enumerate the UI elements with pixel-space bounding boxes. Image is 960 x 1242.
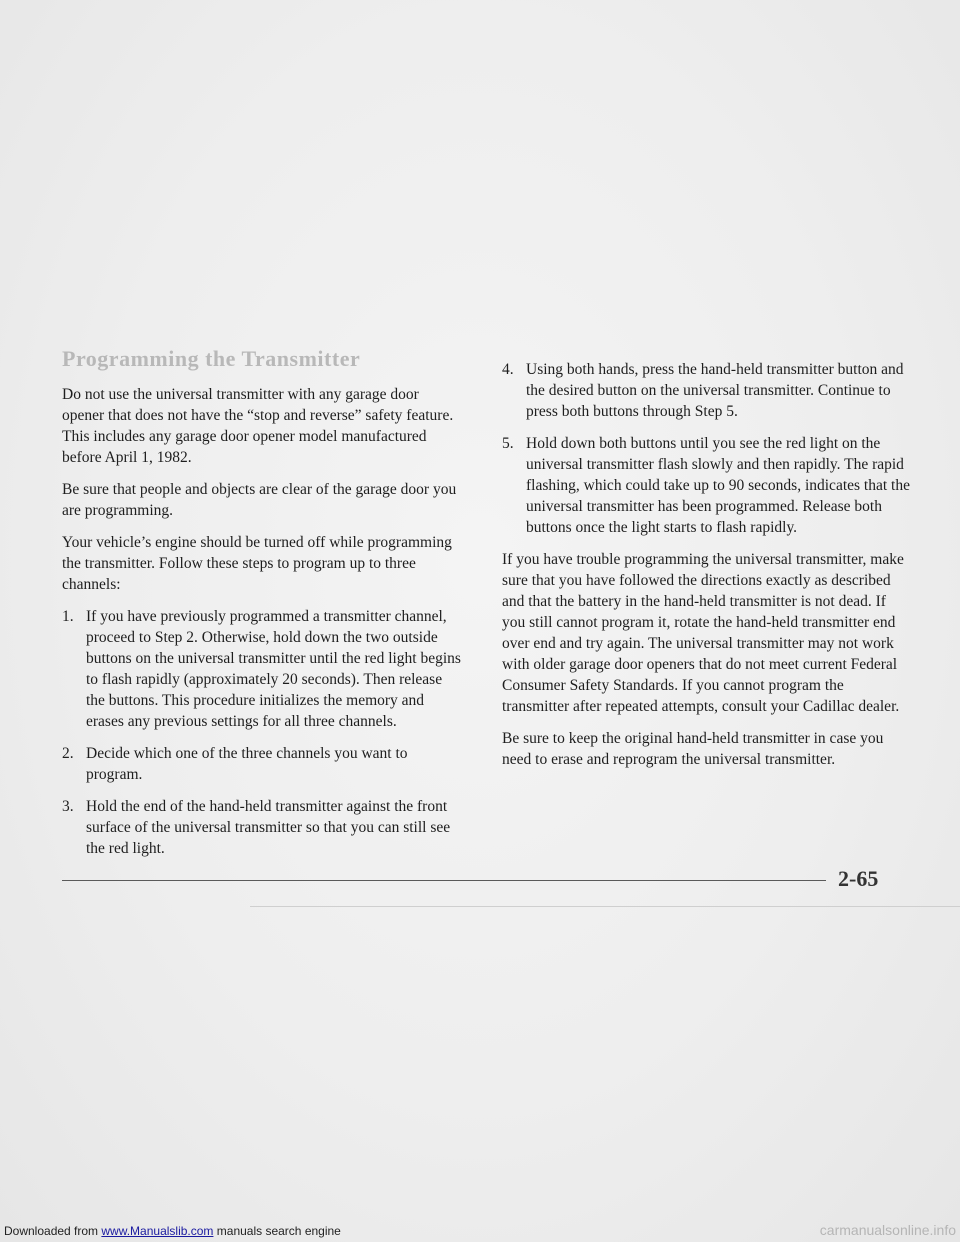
paragraph: Be sure that people and objects are clear of the garage door you are programming. <box>62 481 457 519</box>
left-column <box>62 384 462 870</box>
step-item <box>62 743 462 785</box>
footer-divider-light <box>250 906 960 907</box>
step-item <box>62 796 462 859</box>
step-number: 4. <box>502 361 514 378</box>
page-number: 2-65 <box>838 866 879 891</box>
footer-divider <box>62 880 826 881</box>
steps-list <box>62 606 462 859</box>
step-item <box>502 359 912 422</box>
section-heading: Programming the Transmitter <box>62 346 361 371</box>
step-item <box>502 433 912 538</box>
right-column <box>502 359 912 781</box>
site-watermark: carmanualsonline.info <box>819 1222 956 1238</box>
paragraph: Do not use the universal transmitter with any garage door opener that does not have the “stop and reverse” safety feature. This includes any garage door opener model manufactured before April 1, 1982. <box>62 386 454 466</box>
step-text: Decide which one of the three channels you want to program. <box>86 745 408 783</box>
step-text: Using both hands, press the hand-held transmitter button and the desired button on the universal transmitter. Continue to press both buttons through Step 5. <box>526 361 904 420</box>
step-text: Hold the end of the hand-held transmitter against the front surface of the universal transmitter so that you can still see the red light. <box>86 798 451 857</box>
download-suffix: manuals search engine <box>213 1224 341 1238</box>
manualslib-link[interactable]: www.Manualslib.com <box>101 1224 214 1238</box>
paragraph: If you have trouble programming the universal transmitter, make sure that you have followed the directions exactly as described and that the battery in the hand-held transmitter is not dead. If you still cannot program it, rotate the hand-held transmitter end over end and try again. The universal transmitter may not work with older garage door openers that do not meet current Federal Consumer Safety Standards. If you cannot program the transmitter after repeated attempts, consult your Cadillac dealer. <box>502 551 904 715</box>
download-prefix: Downloaded from <box>4 1224 102 1238</box>
paragraph: Be sure to keep the original hand-held transmitter in case you need to erase and reprogram the universal transmitter. <box>502 730 884 768</box>
step-text: If you have previously programmed a transmitter channel, proceed to Step 2. Otherwise, hold down the two outside buttons on the universal transmitter until the red light begins to flash rapidly (approximately 20 seconds). Then release the buttons. This procedure initializes the memory and erases any previous settings for all three channels. <box>86 608 461 730</box>
step-item <box>62 606 462 732</box>
step-text: Hold down both buttons until you see the red light on the universal transmitter flash slowly and then rapidly. The rapid flashing, which could take up to 90 seconds, indicates that the universal transmitter has been programmed. Release both buttons once the light starts to flash rapidly. <box>526 435 910 536</box>
step-number: 3. <box>62 798 74 815</box>
paragraph: Your vehicle’s engine should be turned off while programming the transmitter. Follow these steps to program up to three channels: <box>62 534 452 593</box>
steps-list <box>502 359 912 538</box>
step-number: 5. <box>502 435 514 452</box>
step-number: 1. <box>62 608 74 625</box>
download-notice <box>4 1224 341 1238</box>
step-number: 2. <box>62 745 74 762</box>
